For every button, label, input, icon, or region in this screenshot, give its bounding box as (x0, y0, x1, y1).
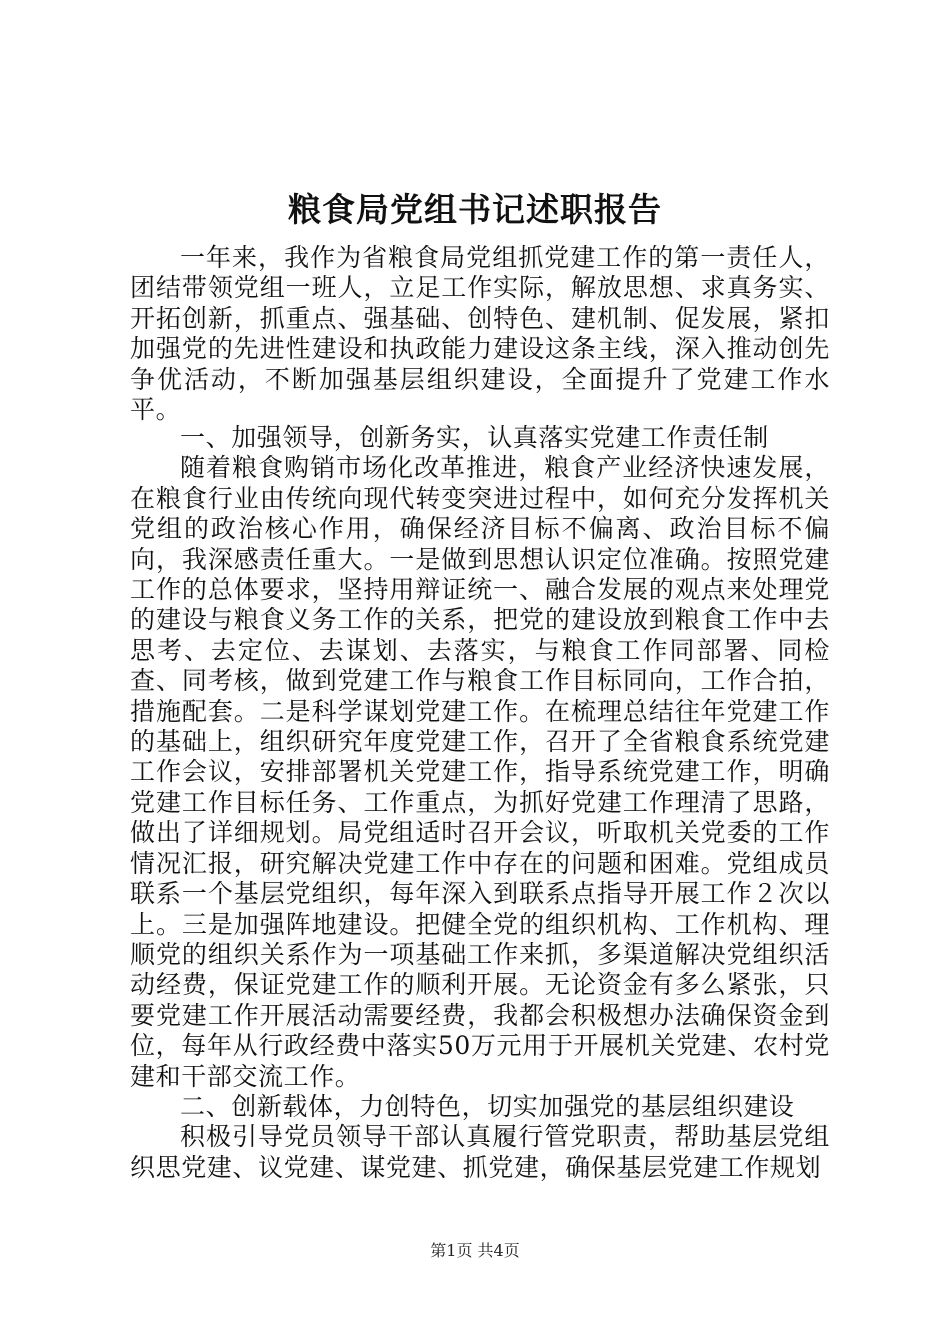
intro-block (130, 243, 830, 425)
section-1-paragraph: 随着粮食购销市场化改革推进，粮食产业经济快速发展，在粮食行业由传统向现代转变突进过程中，如何充分发挥机关党组的政治核心作用，确保经济目标不偏离、政治目标不偏向，我深感责任重大。一是做到思想认识定位准确。按照党建工作的总体要求，坚持用辩证统一、融合发展的观点来处理党的建设与粮食义务工作的关系，把党的建设放到粮食工作中去思考、去定位、去谋划、去落实，与粮食工作同部署、同检查、同考核，做到党建工作与粮食工作目标同向，工作合拍，措施配套。二是科学谋划党建工作。在梳理总结往年党建工作的基础上，组织研究年度党建工作，召开了全省粮食系统党建工作会议，安排部署机关党建工作，指导系统党建工作，明确党建工作目标任务、工作重点，为抓好党建工作理清了思路，做出了详细规划。局党组适时召开会议，听取机关党委的工作情况汇报，研究解决党建工作中存在的问题和困难。党组成员联系一个基层党组织，每年深入到联系点指导开展工作２次以上。三是加强阵地建设。把健全党的组织机构、工作机构、理顺党的组织关系作为一项基础工作来抓，多渠道解决党组织活动经费，保证党建工作的顺利开展。无论资金有多么紧张，只要党建工作开展活动需要经费，我都会积极想办法确保资金到位，每年从行政经费中落实50万元用于开展机关党建、农村党建和干部交流工作。 (130, 453, 830, 1091)
section-2-paragraph: 积极引导党员领导干部认真履行管党职责，帮助基层党组织思党建、议党建、谋党建、抓党建，确保基层党建工作规划 (130, 1122, 830, 1182)
document-title: 粮食局党组书记述职报告 (288, 190, 662, 229)
section-2-heading: 二、创新载体，力创特色，切实加强党的基层组织建设 (180, 1091, 795, 1121)
intro-paragraph: 一年来，我作为省粮食局党组抓党建工作的第一责任人，团结带领党组一班人，立足工作实际，解放思想、求真务实、开拓创新，抓重点、强基础、创特色、建机制、促发展，紧扣加强党的先进性建设和执政能力建设这条主线，深入推动创先争优活动，不断加强基层组织建设，全面提升了党建工作水平。 (130, 243, 830, 425)
body-block (130, 423, 830, 1183)
section-1-heading: 一、加强领导，创新务实，认真落实党建工作责任制 (180, 423, 769, 452)
page-footer: 第1页 共4页 (430, 1241, 520, 1260)
